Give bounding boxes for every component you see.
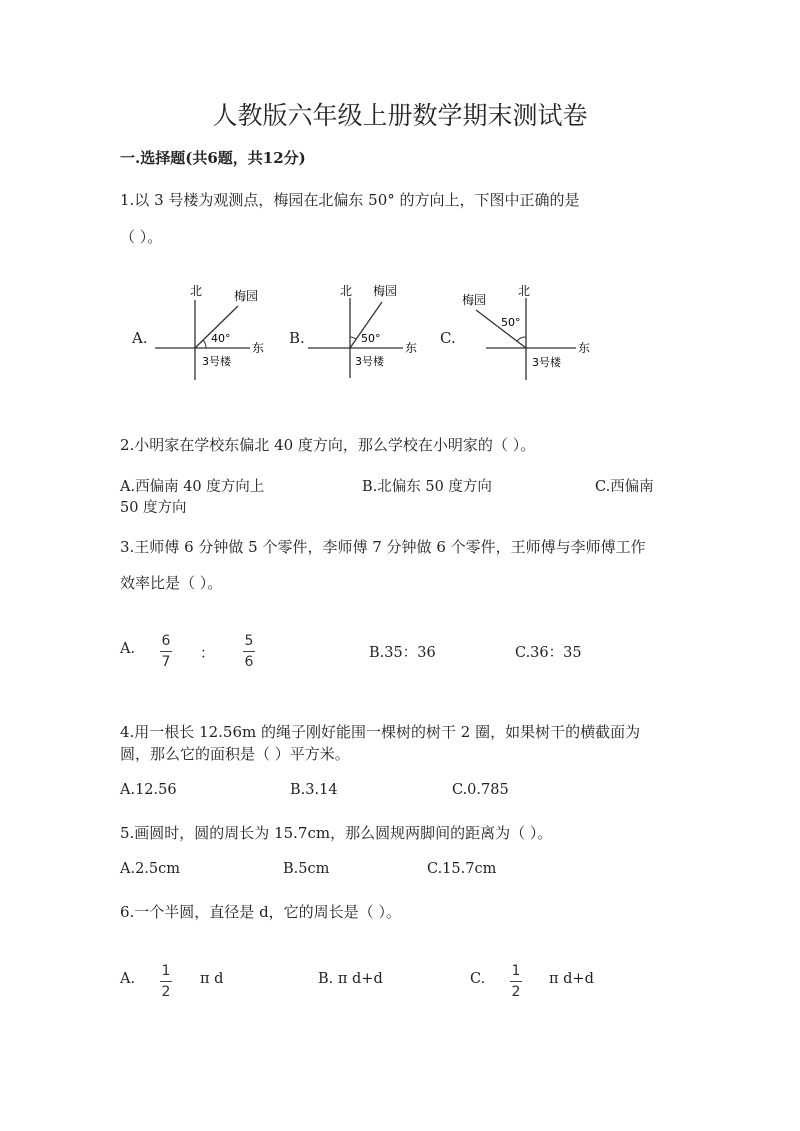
numerator: 6 [161, 633, 171, 649]
q3-option-c: C.36：35 [515, 645, 582, 661]
angle-label: 50° [361, 332, 381, 345]
east-label: 东 [252, 341, 265, 355]
section-heading: 一.选择题(共6题，共12分) [120, 149, 306, 167]
denominator: 2 [161, 984, 171, 1000]
east-label: 东 [405, 341, 418, 355]
question-2-text: 2.小明家在学校东偏北 40 度方向，那么学校在小明家的（ ）。 [120, 436, 536, 454]
building-label: 3号楼 [202, 355, 231, 368]
q6-option-a-tail: π d [200, 971, 224, 987]
q1-diagram-b [305, 280, 435, 385]
denominator: 6 [244, 654, 254, 670]
q2-option-b: B.北偏东 50 度方向 [362, 479, 492, 495]
q1-diagram-a [150, 280, 280, 385]
angle-arc [203, 340, 206, 348]
question-4-blank: 圆，那么它的面积是（ ）平方米。 [120, 745, 350, 763]
north-label: 北 [518, 284, 531, 298]
denominator: 7 [161, 654, 171, 670]
question-4-text: 4.用一根长 12.56m 的绳子刚好能围一棵树的树干 2 圈，如果树干的横截面为 [120, 723, 641, 741]
q6-option-c-label: C. [470, 971, 486, 987]
question-6-text: 6.一个半圆，直径是 d，它的周长是（ ）。 [120, 903, 401, 921]
q5-option-a: A.2.5cm [120, 861, 181, 877]
q1-option-c-label: C. [440, 329, 456, 347]
east-label: 东 [578, 341, 591, 355]
question-1-blank: （ ）。 [120, 228, 163, 246]
q1-option-b-label: B. [289, 329, 305, 347]
q4-option-c: C.0.785 [452, 782, 509, 798]
building-label: 3号楼 [532, 356, 561, 369]
angle-arc [350, 337, 356, 339]
q3-option-a-label: A. [120, 641, 136, 657]
q1-option-a-label: A. [132, 329, 148, 347]
q3-option-a-separator: ： [200, 646, 215, 662]
q2-option-a: A.西偏南 40 度方向上 [120, 479, 265, 495]
fraction-bar [160, 651, 172, 652]
page-title: 人教版六年级上册数学期末测试卷 [212, 101, 588, 130]
q3-option-a-fraction-1 [160, 633, 172, 670]
angle-label: 40° [211, 332, 231, 345]
north-label: 北 [340, 284, 353, 298]
q1-diagram-c [458, 280, 593, 385]
question-3-text: 3.王师傅 6 分钟做 5 个零件，李师傅 7 分钟做 6 个零件，王师傅与李师傅工作 [120, 538, 646, 556]
denominator: 2 [511, 984, 521, 1000]
numerator: 1 [511, 963, 521, 979]
q6-option-b: B. π d+d [318, 971, 383, 987]
q3-option-a-fraction-2 [243, 633, 255, 670]
q5-option-c: C.15.7cm [427, 861, 497, 877]
q6-option-a-label: A. [120, 971, 136, 987]
building-label: 3号楼 [355, 355, 384, 368]
q6-option-c-tail: π d+d [549, 971, 594, 987]
q2-option-c: C.西偏南 [595, 479, 654, 495]
angle-label: 50° [501, 316, 521, 329]
q2-option-c-continued: 50 度方向 [120, 500, 187, 516]
fraction-bar [510, 981, 522, 982]
q3-option-b: B.35：36 [369, 645, 436, 661]
fraction-bar [160, 981, 172, 982]
place-label: 梅园 [462, 293, 487, 307]
numerator: 5 [244, 633, 254, 649]
north-label: 北 [190, 284, 203, 298]
q5-option-b: B.5cm [283, 861, 330, 877]
q4-option-b: B.3.14 [290, 782, 338, 798]
q6-option-a-fraction [160, 963, 172, 1000]
question-5-text: 5.画圆时，圆的周长为 15.7cm，那么圆规两脚间的距离为（ ）。 [120, 824, 553, 842]
q6-option-c-fraction [510, 963, 522, 1000]
question-1-text: 1.以 3 号楼为观测点，梅园在北偏东 50° 的方向上，下图中正确的是 [120, 191, 580, 209]
numerator: 1 [161, 963, 171, 979]
q4-option-a: A.12.56 [120, 782, 177, 798]
fraction-bar [243, 651, 255, 652]
question-3-blank: 效率比是（ ）。 [120, 574, 223, 592]
place-label: 梅园 [373, 284, 398, 298]
place-label: 梅园 [234, 289, 259, 303]
angle-arc [517, 337, 526, 341]
